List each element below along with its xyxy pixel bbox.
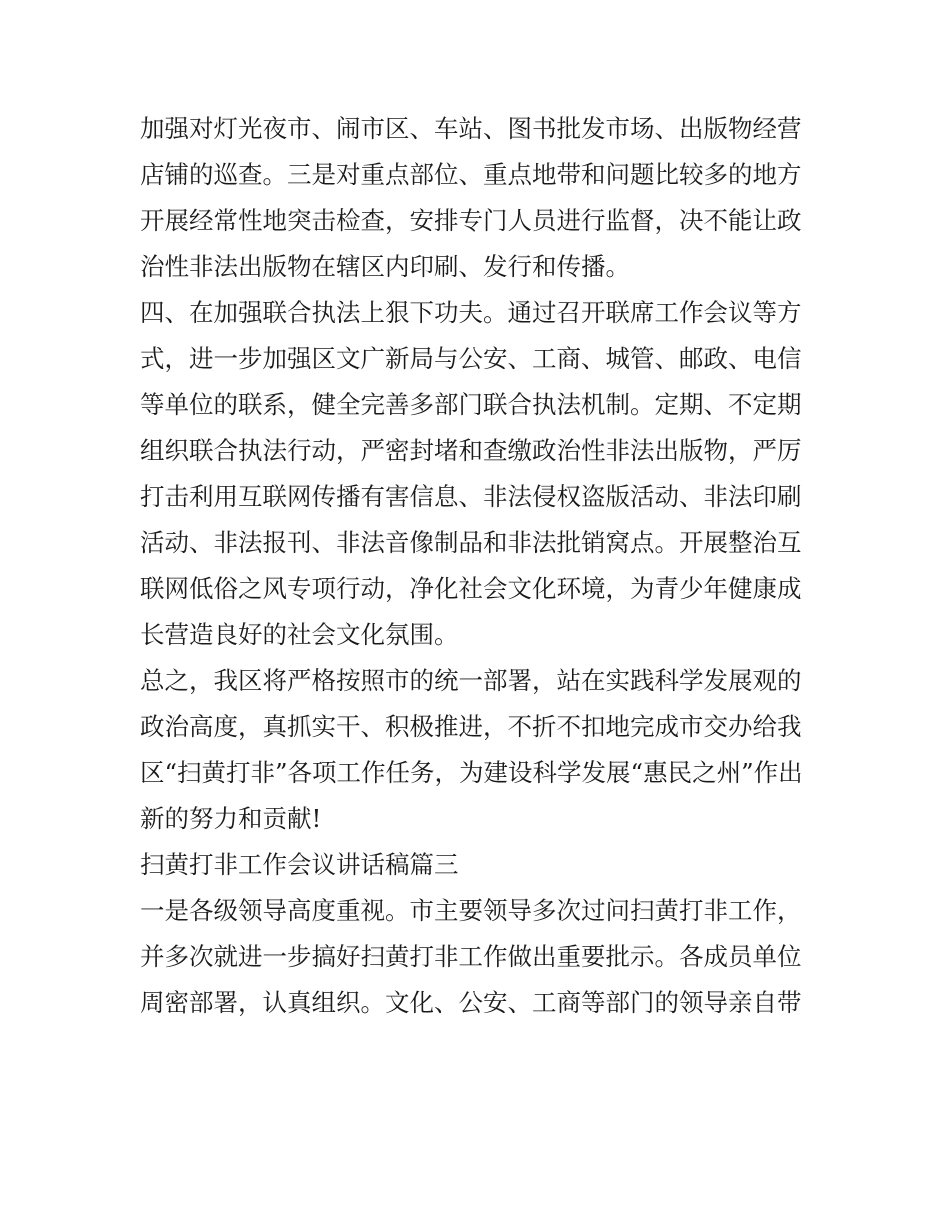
text-line: 一是各级领导高度重视。市主要领导多次过问扫黄打非工作，: [140, 896, 802, 925]
text-line: 四、在加强联合执法上狠下功夫。通过召开联席工作会议等方: [140, 298, 802, 327]
text-line: 活动、非法报刊、非法音像制品和非法批销窝点。开展整治互: [140, 528, 802, 557]
text-line: 治性非法出版物在辖区内印刷、发行和传播。: [140, 252, 630, 281]
text-line: 等单位的联系，健全完善多部门联合执法机制。定期、不定期: [140, 390, 802, 419]
text-line: 联网低俗之风专项行动，净化社会文化环境，为青少年健康成: [140, 574, 802, 603]
text-line: 开展经常性地突击检查，安排专门人员进行监督，决不能让政: [140, 206, 802, 235]
text-line: 新的努力和贡献!: [140, 804, 322, 833]
text-line: 店铺的巡查。三是对重点部位、重点地带和问题比较多的地方: [140, 160, 802, 189]
text-line: 式，进一步加强区文广新局与公安、工商、城管、邮政、电信: [140, 344, 802, 373]
document-body: [140, 106, 820, 1026]
text-line: 区“扫黄打非”各项工作任务，为建设科学发展“惠民之州”作出: [140, 758, 803, 787]
text-line: 周密部署，认真组织。文化、公安、工商等部门的领导亲自带: [140, 988, 802, 1017]
text-line: 总之，我区将严格按照市的统一部署，站在实践科学发展观的: [140, 666, 802, 695]
text-line: 长营造良好的社会文化氛围。: [140, 620, 459, 649]
text-line: 组织联合执法行动，严密封堵和查缴政治性非法出版物，严厉: [140, 436, 802, 465]
section-heading: 扫黄打非工作会议讲话稿篇三: [140, 850, 459, 879]
text-line: 并多次就进一步搞好扫黄打非工作做出重要批示。各成员单位: [140, 942, 802, 971]
text-line: 政治高度，真抓实干、积极推进，不折不扣地完成市交办给我: [140, 712, 802, 741]
text-line: 打击利用互联网传播有害信息、非法侵权盗版活动、非法印刷: [140, 482, 802, 511]
text-line: 加强对灯光夜市、闹市区、车站、图书批发市场、出版物经营: [140, 114, 802, 143]
